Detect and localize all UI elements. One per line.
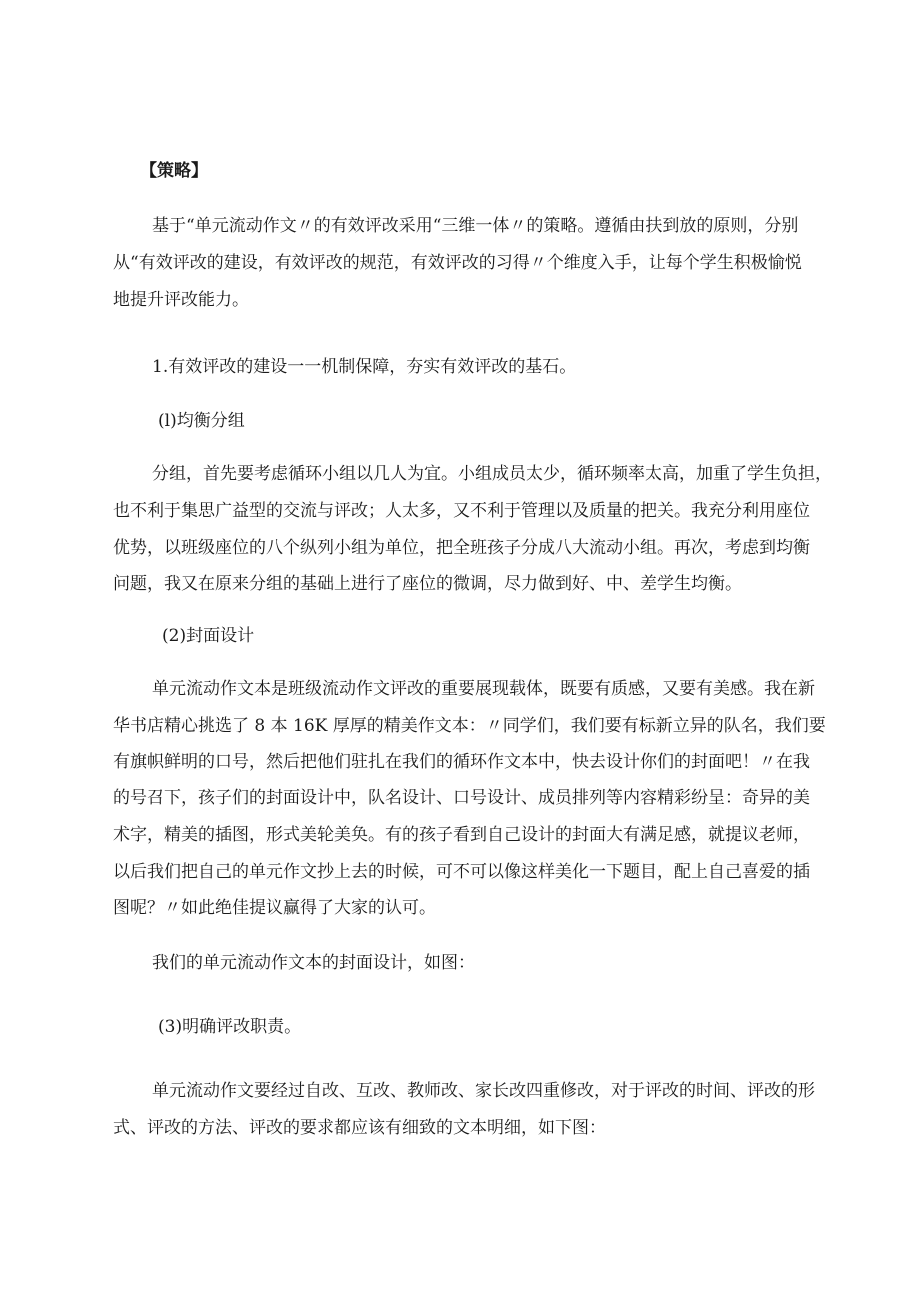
paragraph-cover-line-6: 以后我们把自己的单元作文抄上去的时候，可不可以像这样美化一下题目，配上自己喜爱的插 <box>113 862 810 882</box>
section-1-title: 1.有效评改的建设一一机制保障，夯实有效评改的基石。 <box>152 357 577 377</box>
paragraph-cover-line-5: 术字，精美的插图，形式美轮美奂。有的孩子看到自己设计的封面大有满足感，就提议老师， <box>113 825 810 845</box>
paragraph-cover-line-1: 单元流动作文本是班级流动作文评改的重要展现载体，既要有质感，又要有美感。我在新 <box>152 679 815 699</box>
paragraph-duties-line-2: 式、评改的方法、评改的要求都应该有细致的文本明细，如下图： <box>113 1118 606 1138</box>
paragraph-grouping-line-2: 也不利于集思广益型的交流与评改；人太多，又不利于管理以及质量的把关。我充分利用座位 <box>113 501 810 521</box>
paragraph-strategy-line-2: 从“有效评改的建设，有效评改的规范，有效评改的习得〃个维度入手，让每个学生积极愉悦 <box>113 253 802 273</box>
paragraph-duties-line-1: 单元流动作文要经过自改、互改、教师改、家长改四重修改，对于评改的时间、评改的形 <box>152 1081 815 1101</box>
paragraph-grouping-line-3: 优势，以班级座位的八个纵列小组为单位，把全班孩子分成八大流动小组。再次，考虑到均衡 <box>113 538 810 558</box>
paragraph-cover-line-2: 华书店精心挑选了 8 本 16K 厚厚的精美作文本：〃同学们，我们要有标新立异的队名，我们要 <box>113 716 826 736</box>
subsection-3-title: (3)明确评改职责。 <box>158 1017 302 1037</box>
paragraph-cover-figure-note: 我们的单元流动作文本的封面设计，如图： <box>152 953 475 973</box>
paragraph-cover-line-4: 的号召下，孩子们的封面设计中，队名设计、口号设计、成员排列等内容精彩纷呈：奇异的美 <box>113 788 810 808</box>
paragraph-strategy-line-3: 地提升评改能力。 <box>113 290 249 310</box>
section-heading: 【策略】 <box>140 161 208 181</box>
paragraph-grouping-line-4: 问题，我又在原来分组的基础上进行了座位的微调，尽力做到好、中、差学生均衡。 <box>113 574 742 594</box>
subsection-1-title: (l)均衡分组 <box>158 411 245 431</box>
paragraph-strategy-line-1: 基于“单元流动作文〃的有效评改采用“三维一体〃的策略。遵循由扶到放的原则，分别 <box>152 216 799 236</box>
paragraph-cover-line-3: 有旗帜鲜明的口号，然后把他们驻扎在我们的循环作文本中，快去设计你们的封面吧！〃在我 <box>113 752 810 772</box>
subsection-2-title: (2)封面设计 <box>162 626 255 646</box>
paragraph-cover-line-7: 图呢？〃如此绝佳提议赢得了大家的认可。 <box>113 898 436 918</box>
paragraph-grouping-line-1: 分组，首先要考虑循环小组以几人为宜。小组成员太少，循环频率太高，加重了学生负担， <box>152 464 832 484</box>
